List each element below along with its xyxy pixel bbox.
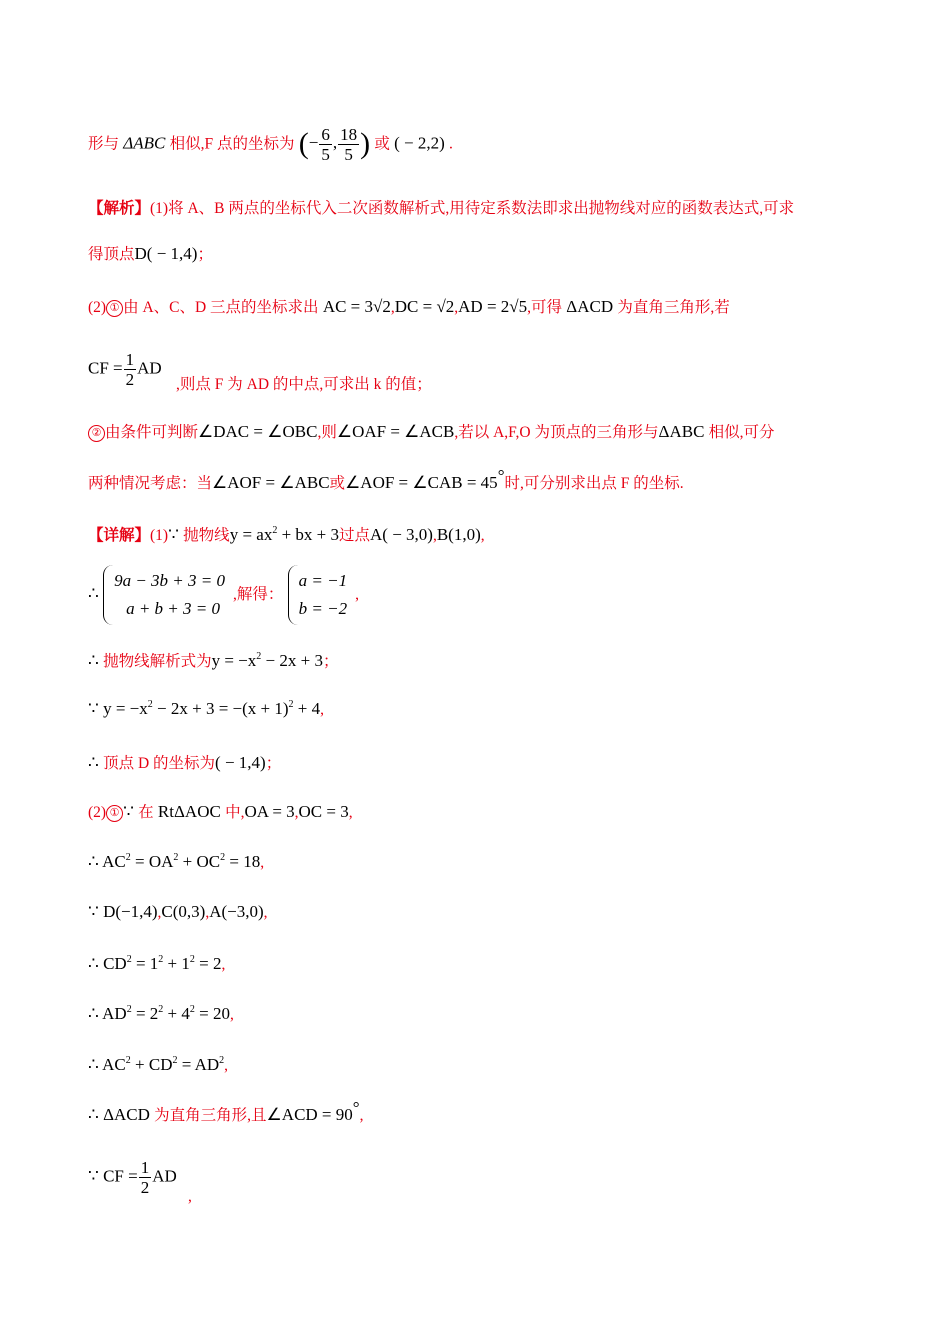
detail-line-6: (2) ① ∵ 在 RtΔAOC 中,OA = 3,OC = 3, bbox=[88, 802, 353, 821]
detail-line-2: ∴ 9a − 3b + 3 = 0 a + b + 3 = 0 ,解得： a = −1 b = −2 , bbox=[88, 565, 359, 625]
detail-line-1: 【详解】(1)∵ 抛物线$y = ax^2$ + bx + 3过点A( − 3,0),B(1,0), bbox=[88, 525, 485, 544]
analysis-line-4: CF = $\frac{1}{2}$ AD bbox=[88, 350, 162, 389]
circled-number: ② bbox=[88, 425, 105, 442]
detail-line-8: ∵ D(−1,4),C(0,3),A(−3,0), bbox=[88, 902, 268, 921]
equation-system: 9a − 3b + 3 = 0 a + b + 3 = 0 bbox=[103, 565, 233, 625]
detail-line-4: ∵ $y = -x^2 - 2x + 3 = -(x + 1)^2 + 4$, bbox=[88, 699, 324, 718]
answer-line: 形与 ΔABC 相似,F 点的坐标为 (− $\frac{6}{5}$ , $\frac{18}{5}$ ) 或 ( − 2,2) . bbox=[88, 125, 453, 164]
analysis-line-5: ② 由条件可判断∠DAC = ∠OBC,则∠OAF = ∠ACB,若以 A,F,O 为顶点的三角形与ΔABC 相似,可分 bbox=[88, 421, 775, 444]
detail-line-11: ∴ $AC^2 + CD^2 = AD^2$, bbox=[88, 1055, 229, 1074]
detail-line-9: ∴ $CD^2 = 1^2 + 1^2 = 2$, bbox=[88, 954, 226, 973]
detail-line-13: ∵ CF = $\frac{1}{2}$ AD bbox=[88, 1158, 177, 1197]
detail-line-7: ∴ $AC^2 = OA^2 + OC^2 = 18$, bbox=[88, 852, 265, 871]
analysis-tag: 【解析】 bbox=[88, 200, 151, 217]
detail-line-10: ∴ $AD^2 = 2^2 + 4^2 = 20$, bbox=[88, 1004, 234, 1023]
detail-tag: 【详解】 bbox=[88, 527, 151, 544]
analysis-line-1: 【解析】(1)将 A、B 两点的坐标代入二次函数解析式,用待定系数法即求出抛物线对应的函数表达式,可求 bbox=[88, 200, 795, 217]
text: 或 bbox=[374, 135, 390, 153]
detail-line-5: ∴ 顶点 D 的坐标为( − 1,4)； bbox=[88, 753, 282, 772]
analysis-line-2: 得顶点D( − 1,4)； bbox=[88, 244, 213, 263]
detail-line-3: ∴ 抛物线解析式为$y = -x^2 - 2x + 3$； bbox=[88, 651, 339, 670]
text: 相似,F 点的坐标为 bbox=[169, 135, 295, 153]
analysis-line-3: (2) ① 由 A、C、D 三点的坐标求出 AC = 3√2,DC = √2,AD = 2√5,可得 ΔACD 为直角三角形,若 bbox=[88, 297, 730, 316]
math-triangle: ΔABC bbox=[123, 133, 166, 153]
text: 形与 bbox=[88, 135, 120, 153]
circled-number: ① bbox=[106, 300, 123, 317]
analysis-line-4b: ,则点 F 为 AD 的中点,可求出 k 的值； bbox=[176, 376, 432, 393]
trailing-comma: , bbox=[188, 1188, 192, 1205]
analysis-line-6: 两种情况考虑：当∠AOF = ∠ABC或∠AOF = ∠CAB = 45°时,可分别求出点 F 的坐标. bbox=[88, 466, 684, 492]
point-fraction: (− $\frac{6}{5}$ , $\frac{18}{5}$ ) bbox=[298, 125, 371, 164]
detail-line-12: ∴ ΔACD 为直角三角形,且∠ACD = 90°, bbox=[88, 1098, 364, 1124]
math-point: ( − 2,2) bbox=[394, 133, 445, 153]
solution-system: a = −1 b = −2 bbox=[288, 565, 355, 625]
